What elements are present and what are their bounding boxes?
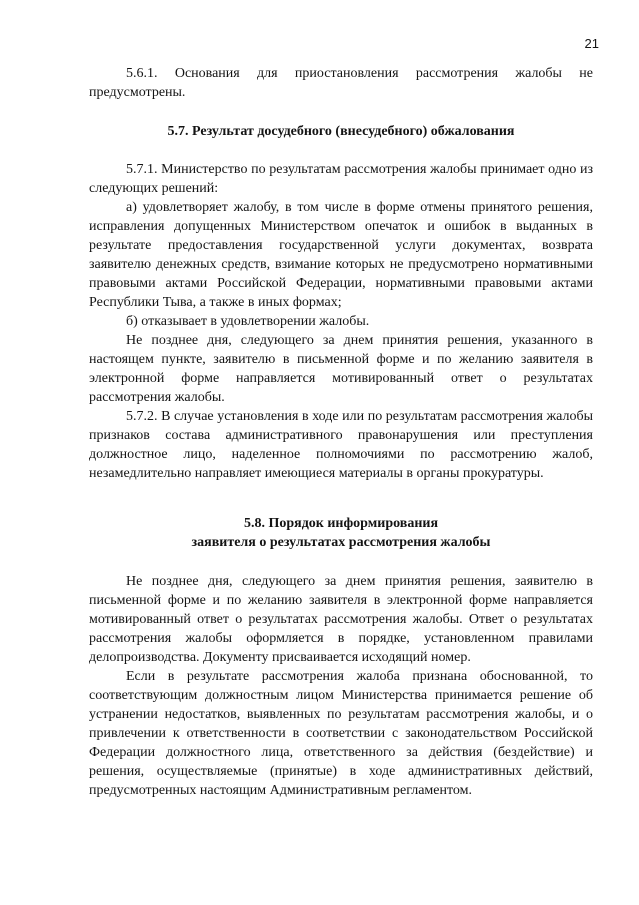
paragraph-5-7-1: 5.7.1. Министерство по результатам рассмотрения жалобы принимает одно из следующих решений: <box>89 162 593 196</box>
heading-5-8-line1: 5.8. Порядок информирования <box>243 516 439 531</box>
paragraph-5-8-response: Не позднее дня, следующего за днем принятия решения, заявителю в письменной форме и по желанию заявителя в электронной форме направляется мотивированный ответ о результатах рассмотрения жалобы. Ответ о результатах рассмотрения жалобы оформляется в порядке, установленном правилами делопроизводства. Документу присваивается исходящий номер. <box>89 574 593 665</box>
page-number: 21 <box>584 36 599 51</box>
paragraph-5-6-1: 5.6.1. Основания для приостановления рассмотрения жалобы не предусмотрены. <box>89 66 593 100</box>
section-5-6-1 <box>89 64 593 102</box>
paragraph-5-7-2: 5.7.2. В случае установления в ходе или по результатам рассмотрения жалобы признаков состава административного правонарушения или преступления должностное лицо, наделенное полномочиями по рассмотрению жалоб, незамедлительно направляет имеющиеся материалы в органы прокуратуры. <box>89 409 593 481</box>
heading-5-7: 5.7. Результат досудебного (внесудебного) обжалования <box>167 124 515 139</box>
section-5-8 <box>89 572 593 800</box>
heading-5-8-line2: заявителя о результатах рассмотрения жалобы <box>191 535 491 550</box>
paragraph-5-7-1-a: а) удовлетворяет жалобу, в том числе в форме отмены принятого решения, исправления допущенных Министерством опечаток и ошибок в выданных в результате предоставления государственной услуги документах, возврата заявителю денежных средств, взимание которых не предусмотрено нормативными правовыми актами Российской Федерации, нормативными правовыми актами Республики Тыва, а также в иных формах; <box>89 200 593 310</box>
paragraph-5-7-1-response: Не позднее дня, следующего за днем принятия решения, указанного в настоящем пункте, заявителю в письменной форме и по желанию заявителя в электронной форме направляется мотивированный ответ о результатах рассмотрения жалобы. <box>89 333 593 405</box>
paragraph-5-8-justified: Если в результате рассмотрения жалоба признана обоснованной, то соответствующим должностным лицом Министерства принимается решение об устранении недостатков, выявленных по результатам рассмотрения жалобы, и о привлечении к ответственности в соответствии с законодательством Российской Федерации должностного лица, ответственного за действия (бездействие) и решения, осуществляемые (принятые) в ходе административных действий, предусмотренных настоящим Административным регламентом. <box>89 669 593 798</box>
paragraph-5-7-1-b: б) отказывает в удовлетворении жалобы. <box>126 314 370 329</box>
section-5-7 <box>89 160 593 483</box>
